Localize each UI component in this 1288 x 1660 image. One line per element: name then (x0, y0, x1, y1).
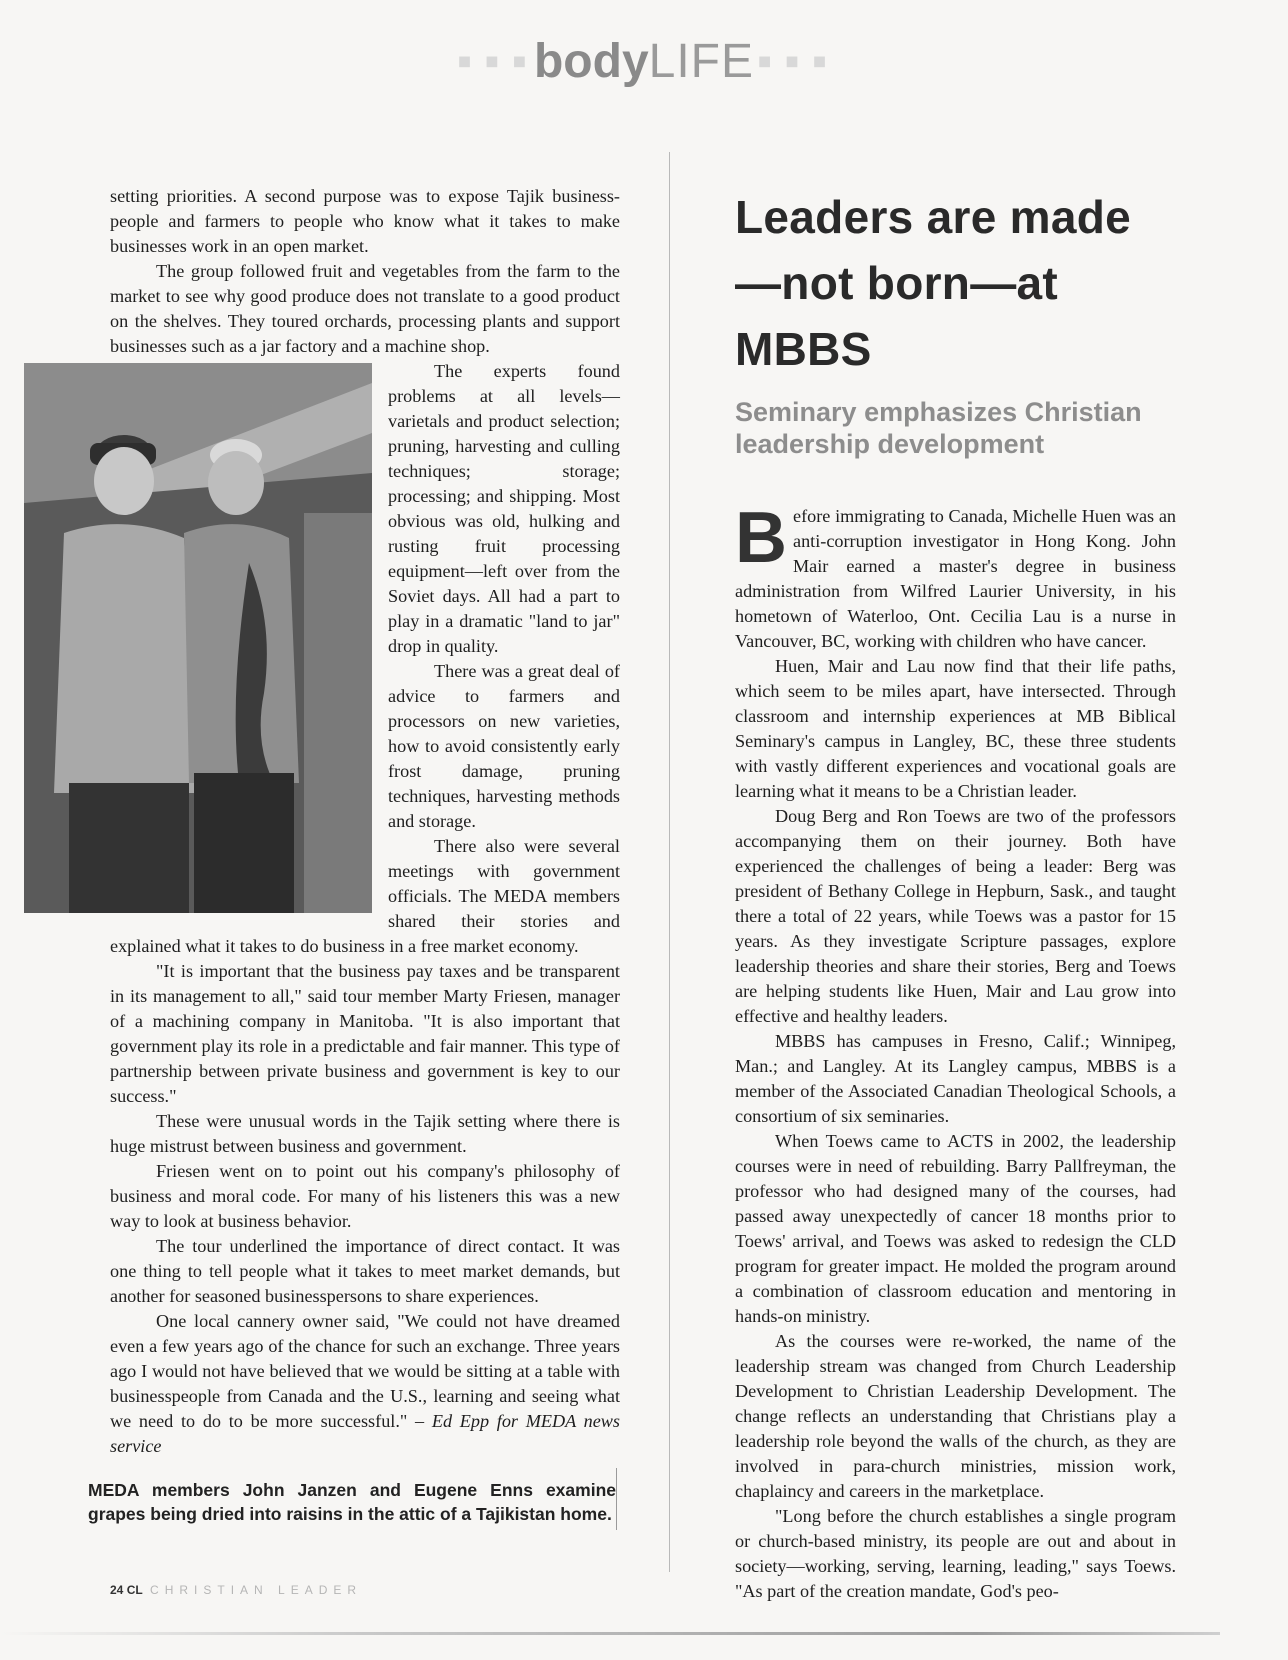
column-divider (669, 152, 670, 1572)
section-title-bold: body (533, 35, 649, 88)
photo-caption: MEDA members John Janzen and Eugene Enns examine grapes being dried into raisins in the attic of a Tajikistan home. (88, 1480, 616, 1524)
right-paragraph: Huen, Mair and Lau now find that their life paths, which seem to be miles apart, have intersected. Through classroom and internship experiences at MB Biblical Seminary's campus in Langley, BC, these three students with vastly different experiences and vocational goals are learning what it means to be a Christian leader. (735, 656, 1176, 801)
page-footer (110, 1583, 362, 1597)
left-paragraph: The group followed fruit and vegetables from the farm to the market to see why good produce does not translate to a good product on the shelves. They toured orchards, processing plants and support businesses such as a jar factory and a machine shop. (110, 261, 620, 356)
header-dots-right: ■ ■ ■ (758, 48, 831, 74)
right-article (735, 184, 1176, 1604)
header-dots-left: ■ ■ ■ (457, 48, 530, 74)
left-paragraph: There also were several meetings with government officials. The MEDA members shared their stories and explained what it takes to do business in a free market economy. (110, 836, 620, 956)
right-paragraph: When Toews came to ACTS in 2002, the leadership courses were in need of rebuilding. Barry Pallfreyman, the professor who had designed many of the courses, had passed away unexpectedly of cancer 18 months prior to Toews' arrival, and Toews was asked to redesign the CLD program for greater impact. He molded the program around a combination of classroom education and mentoring in hands-on ministry. (735, 1131, 1176, 1326)
quote-text: One local cannery owner said, "We could not have dreamed even a few years ago of the chance for such an exchange. Three years ago I would not have believed that we would be sitting at a table with businesspeople from Canada and the U.S., learning and seeing what we need to do to be more successful." (110, 1311, 620, 1431)
section-title-light: LIFE (648, 35, 755, 88)
article-headline: Leaders are made—not born—at MBBS (735, 191, 1132, 375)
page-number: 24 (110, 1583, 124, 1597)
left-article (110, 184, 620, 1459)
left-paragraph: Friesen went on to point out his company's philosophy of business and moral code. For many of his listeners this was a new way to look at business behavior. (110, 1161, 620, 1231)
left-paragraph: These were unusual words in the Tajik setting where there is huge mistrust between business and government. (110, 1111, 620, 1156)
left-paragraph: The tour underlined the importance of direct contact. It was one thing to tell people what it takes to meet market demands, but another for seasoned businesspersons to share experiences. (110, 1236, 620, 1306)
drop-cap: B (735, 498, 787, 578)
article-deck: Seminary emphasizes Christian leadership development (735, 397, 1142, 459)
magazine-logo: CL (126, 1583, 143, 1597)
right-paragraph-first (735, 498, 1176, 654)
left-paragraph: "It is important that the business pay taxes and be transparent in its management to all," said tour member Marty Friesen, manager of a machining company in Manitoba. "It is also important that government play its role in a predictable and fair manner. This type of partnership between private business and government is key to our success." (110, 961, 620, 1106)
right-paragraph: "Long before the church establishes a single program or church-based ministry, its people are out and about in society—working, serving, learning, leading," says Toews. "As part of the creation mandate, God's peo- (735, 1506, 1176, 1601)
article-body (735, 498, 1176, 1604)
photo-illustration (24, 363, 372, 913)
byline: – Ed Epp for MEDA news service (110, 1411, 620, 1456)
left-paragraph: The experts found problems at all levels—varietals and product selection; pruning, harvesting and culling techniques; storage; processing; and shipping. Most obvious was old, hulking and rusting fruit processing equipment—left over from the Soviet days. All had a part to play in a dramatic "land to jar" drop in quality. (388, 361, 620, 656)
first-paragraph-text: efore immigrating to Canada, Michelle Huen was an anti-corruption investigator in Hong Kong. John Mair earned a master's degree in business administration from Wilfred Laurier University, in his hometown of Waterloo, Ont. Cecilia Lau is a nurse in Vancouver, BC, working with children who have cancer. (735, 506, 1176, 651)
right-paragraph: MBBS has campuses in Fresno, Calif.; Winnipeg, Man.; and Langley. At its Langley campus, MBBS is a member of the Associated Canadian Theological Schools, a consortium of six seminaries. (735, 1031, 1176, 1126)
bottom-rule (0, 1632, 1220, 1635)
left-paragraph (110, 1309, 620, 1459)
right-paragraph: Doug Berg and Ron Toews are two of the professors accompanying them on their journey. Both have experienced the challenges of being a leader: Berg was president of Bethany College in Hepburn, Sask., and taught there a total of 22 years, while Toews was a pastor for 15 years. As they investigate Scripture passages, explore leadership theories and share their stories, Berg and Toews are helping students like Huen, Mair and Lau grow into effective and healthy leaders. (735, 806, 1176, 1026)
right-paragraph: As the courses were re-worked, the name of the leadership stream was changed from Church Leadership Development to Christian Leadership Development. The change reflects an understanding that Christians play a leadership role beyond the walls of the church, as they are involved in para-church ministries, mission work, chaplaincy and careers in the marketplace. (735, 1331, 1176, 1501)
photo-caption-box (88, 1468, 617, 1530)
left-paragraph: setting priorities. A second purpose was to expose Tajik business-people and farmers to people who know what it takes to make businesses work in an open market. (110, 186, 620, 256)
left-paragraph: There was a great deal of advice to farmers and processors on new varieties, how to avoid consistently early frost damage, pruning techniques, harvesting methods and storage. (388, 661, 620, 831)
section-header (0, 34, 1288, 89)
magazine-name: CHRISTIAN LEADER (150, 1583, 363, 1597)
article-photo (24, 363, 372, 913)
